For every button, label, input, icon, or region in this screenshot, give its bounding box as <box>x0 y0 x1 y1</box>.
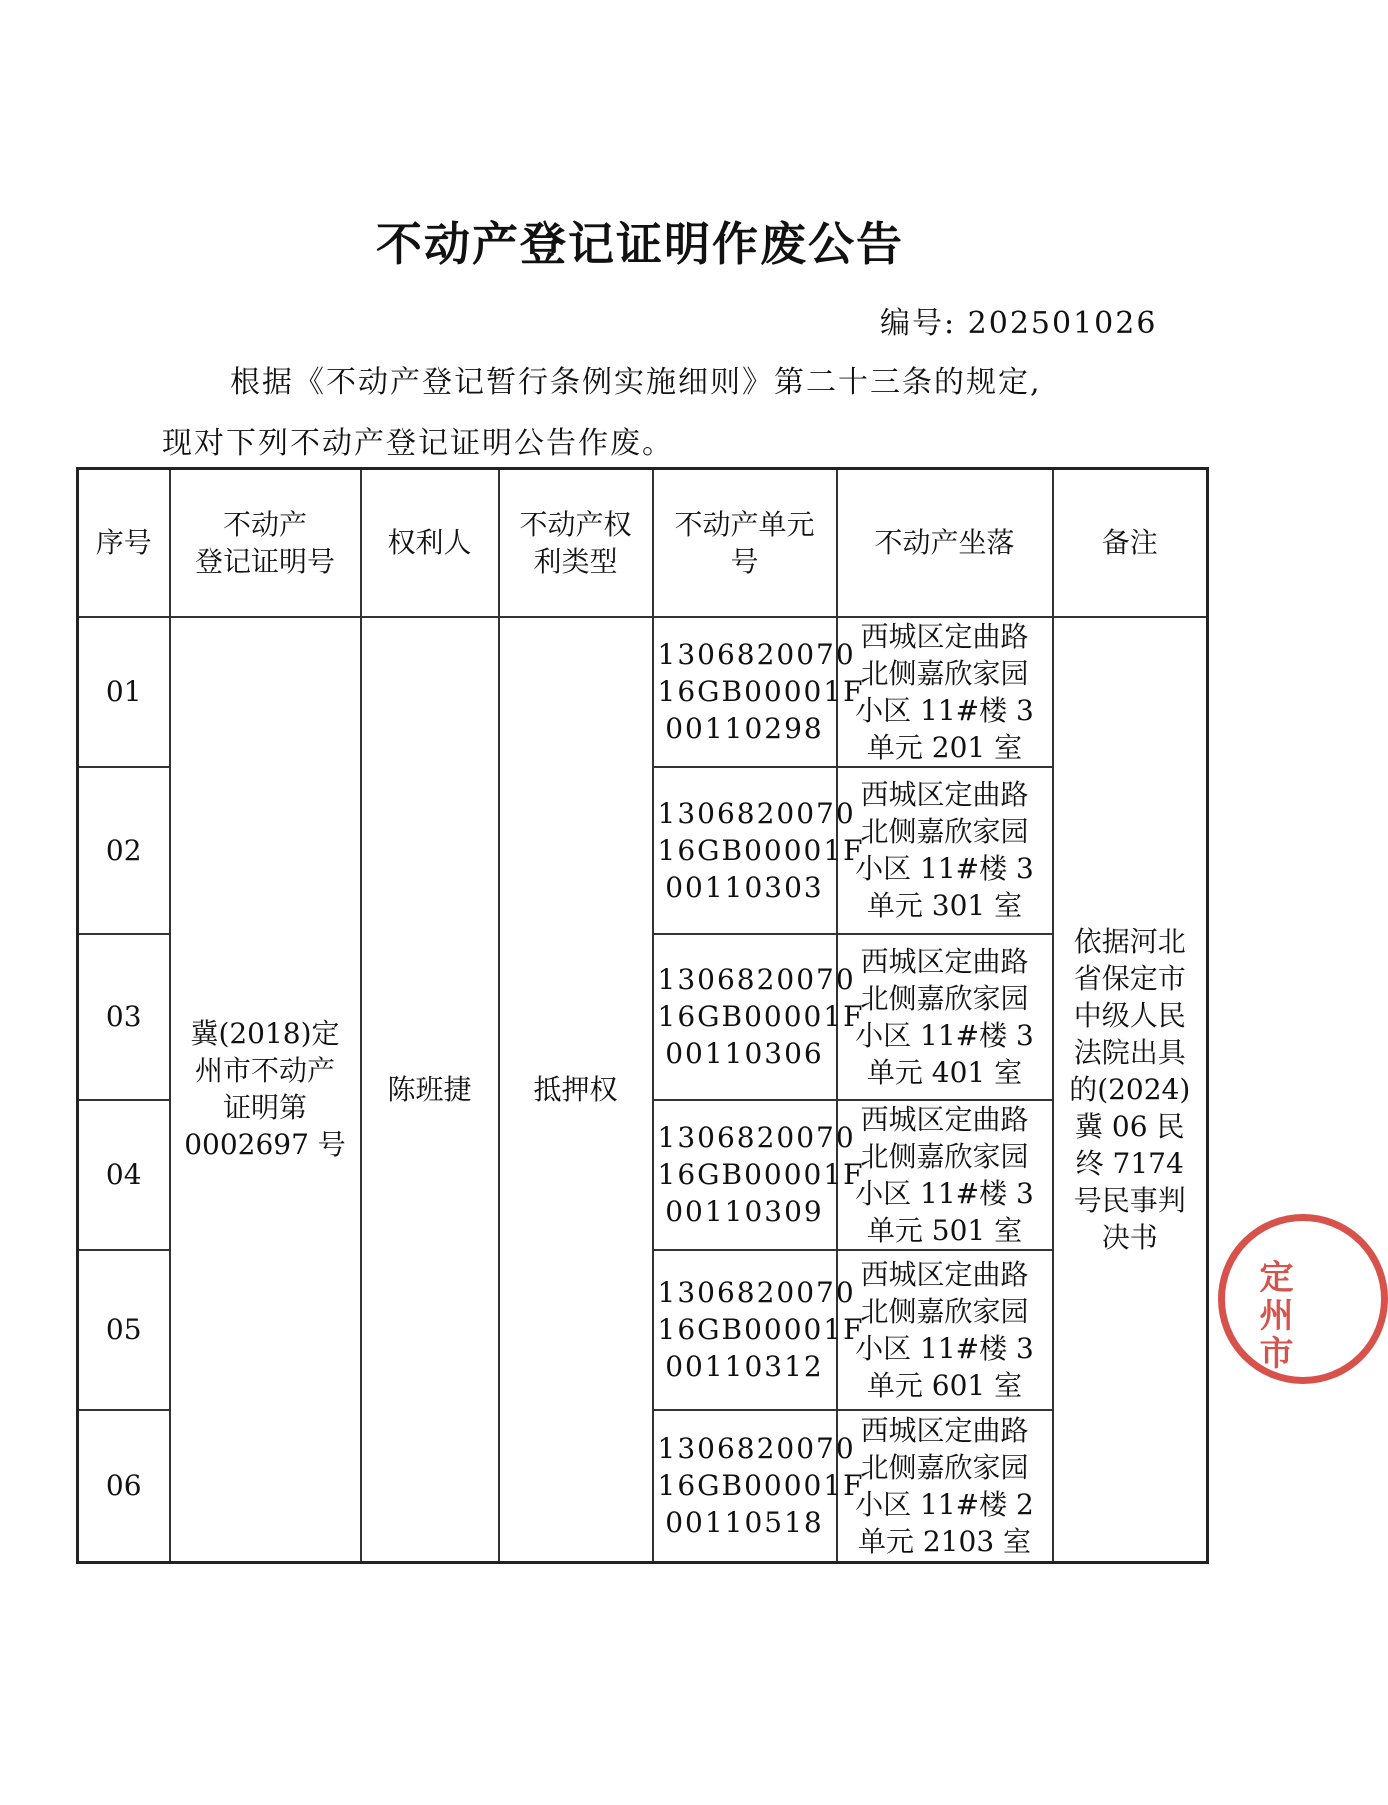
header-right-type: 不动产权 利类型 <box>499 469 653 617</box>
header-owner: 权利人 <box>361 469 499 617</box>
intro-paragraph-line-1: 根据《不动产登记暂行条例实施细则》第二十三条的规定, <box>230 365 1042 400</box>
header-remarks: 备注 <box>1053 469 1208 617</box>
official-seal <box>1218 1214 1388 1384</box>
intro-paragraph-line-2: 现对下列不动产登记证明公告作废。 <box>162 426 674 461</box>
seq-cell: 02 <box>78 767 170 934</box>
header-seq: 序号 <box>78 469 170 617</box>
location-cell: 西城区定曲路 北侧嘉欣家园 小区 11#楼 3 单元 201 室 <box>837 617 1053 767</box>
table-row <box>78 617 1208 767</box>
seq-cell: 04 <box>78 1100 170 1250</box>
page-title: 不动产登记证明作废公告 <box>376 217 904 271</box>
unit-no-cell: 1306820070 16GB00001F 00110303 <box>653 767 837 934</box>
location-cell: 西城区定曲路 北侧嘉欣家园 小区 11#楼 3 单元 401 室 <box>837 934 1053 1100</box>
seal-text: 定州市 <box>1253 1259 1293 1373</box>
document-number: 编号: 202501026 <box>880 306 1158 341</box>
seq-cell: 06 <box>78 1410 170 1563</box>
owner-cell: 陈班捷 <box>361 617 499 1563</box>
unit-no-cell: 1306820070 16GB00001F 00110306 <box>653 934 837 1100</box>
seq-cell: 05 <box>78 1250 170 1410</box>
unit-no-cell: 1306820070 16GB00001F 00110298 <box>653 617 837 767</box>
unit-no-cell: 1306820070 16GB00001F 00110309 <box>653 1100 837 1250</box>
unit-no-cell: 1306820070 16GB00001F 00110312 <box>653 1250 837 1410</box>
location-cell: 西城区定曲路 北侧嘉欣家园 小区 11#楼 3 单元 601 室 <box>837 1250 1053 1410</box>
seq-cell: 03 <box>78 934 170 1100</box>
location-cell: 西城区定曲路 北侧嘉欣家园 小区 11#楼 3 单元 501 室 <box>837 1100 1053 1250</box>
header-cert-no: 不动产 登记证明号 <box>170 469 361 617</box>
location-cell: 西城区定曲路 北侧嘉欣家园 小区 11#楼 2 单元 2103 室 <box>837 1410 1053 1563</box>
unit-no-cell: 1306820070 16GB00001F 00110518 <box>653 1410 837 1563</box>
table-header-row <box>78 469 1208 617</box>
cert-no-cell: 冀(2018)定 州市不动产 证明第 0002697 号 <box>170 617 361 1563</box>
remarks-cell: 依据河北 省保定市 中级人民 法院出具 的(2024) 冀 06 民 终 7174 号民事判 决书 <box>1053 617 1208 1563</box>
header-location: 不动产坐落 <box>837 469 1053 617</box>
header-unit-no: 不动产单元 号 <box>653 469 837 617</box>
right-type-cell: 抵押权 <box>499 617 653 1563</box>
seq-cell: 01 <box>78 617 170 767</box>
location-cell: 西城区定曲路 北侧嘉欣家园 小区 11#楼 3 单元 301 室 <box>837 767 1053 934</box>
cancellation-table <box>76 467 1209 1564</box>
